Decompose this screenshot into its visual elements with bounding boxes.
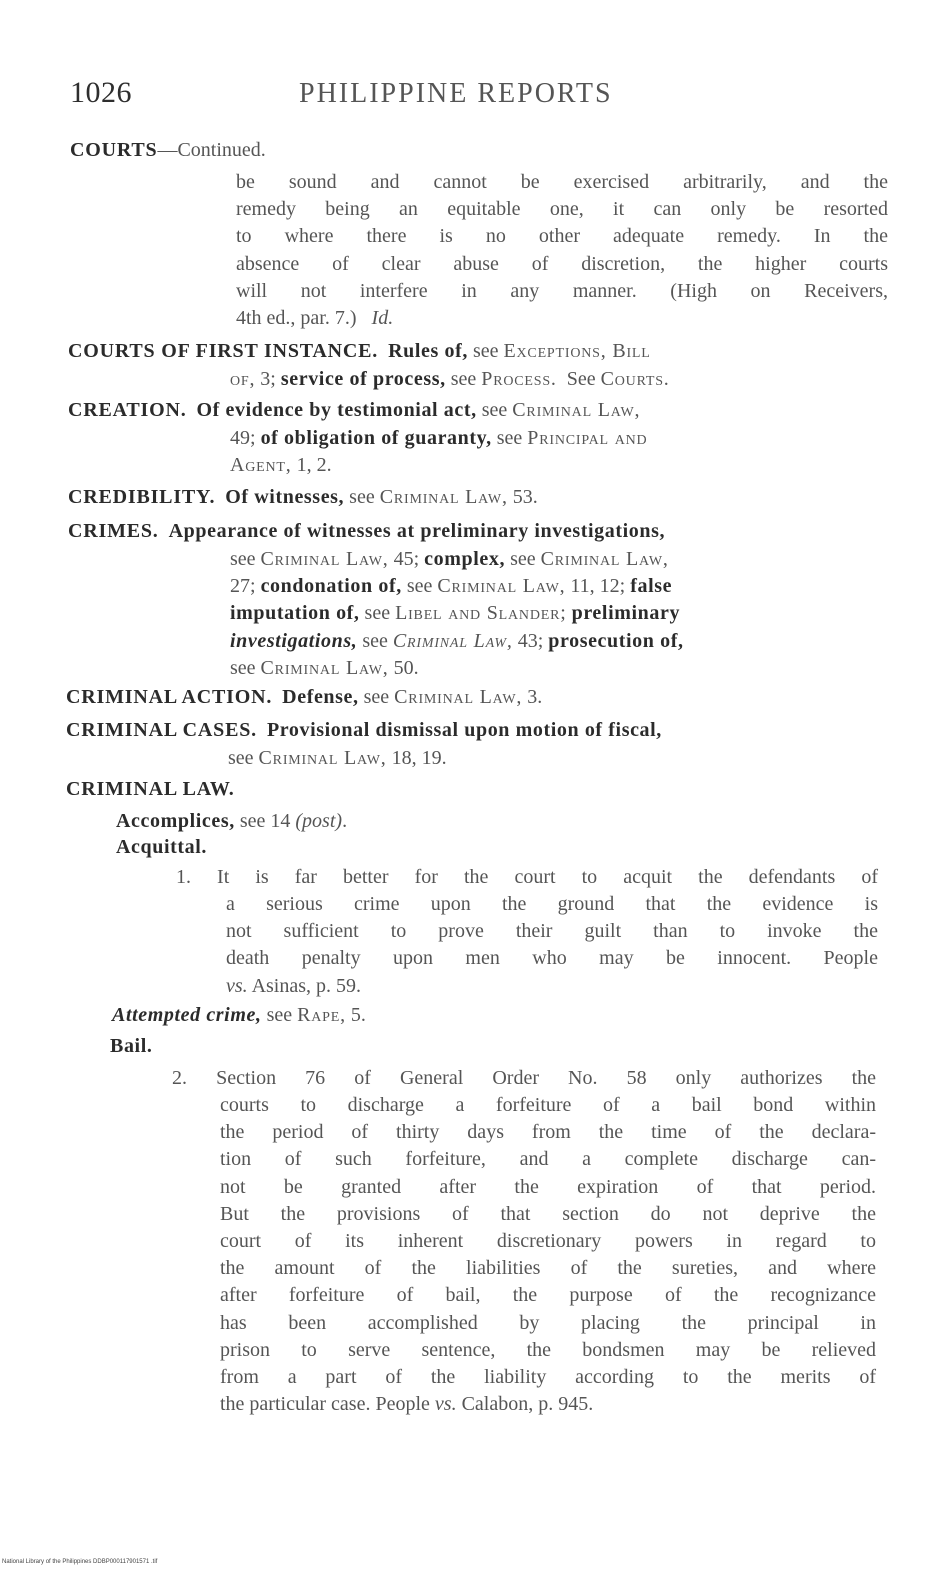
entry-line (230, 573, 890, 600)
entry-line (230, 628, 890, 655)
entry-line (68, 338, 888, 365)
entry-crimes (68, 518, 888, 545)
cross-reference: Criminal Law, (260, 548, 389, 570)
cross-reference: Criminal Law, (394, 686, 523, 708)
entry-creation (68, 397, 888, 424)
subentry-attempted-crime (112, 1002, 872, 1029)
subject-text: Of evidence by testimonial act, (196, 399, 477, 421)
entry-heading: CREATION. (68, 399, 187, 421)
entry-line (66, 684, 886, 711)
cross-reference: Libel and Slander; (395, 602, 567, 625)
text-line: be sound and cannot be exercised arbitrarily, and the (236, 171, 888, 193)
subject-text: service of process, (280, 368, 446, 390)
subentry-text: see 14 (239, 810, 291, 832)
entry-line (230, 366, 890, 393)
text-line: tion of such forfeiture, and a complete discharge can- (220, 1148, 876, 1171)
text-line (226, 973, 878, 1000)
ref-number: 3; (260, 368, 276, 390)
subject-text: prosecution of, (548, 629, 684, 652)
acquittal-paragraph (176, 864, 878, 891)
subject-text: complex, (424, 548, 506, 570)
citation-text: the particular case. People (220, 1393, 430, 1416)
entry-line (68, 397, 888, 424)
entry-heading: CRIMINAL LAW. (66, 778, 235, 800)
entry-line (230, 546, 890, 573)
entry-criminal-cases (66, 717, 886, 744)
continued-label: —Continued. (157, 139, 266, 161)
text-line: remedy being an equitable one, it can only be resorted (236, 198, 888, 221)
citation-text: 4th ed., par. 7.) (236, 307, 357, 330)
text-line: absence of clear abuse of discretion, the higher courts (236, 252, 888, 275)
entry-courts-continued (70, 137, 890, 164)
entry-line (68, 518, 888, 545)
entry-line (112, 1002, 872, 1029)
ref-number: 50. (393, 656, 419, 679)
ref-number: 53. (512, 486, 538, 508)
cross-reference: Process. (481, 368, 557, 390)
ref-number: 11, 12; (570, 575, 626, 598)
bail-paragraph-cont (220, 1092, 876, 1418)
text-line: death penalty upon men who may be innocent. People (226, 947, 878, 970)
text-line: from a part of the liability according to the merits of (220, 1366, 876, 1389)
crimes-cont (230, 546, 890, 682)
acquittal-paragraph-cont (226, 891, 878, 1000)
subentry-label: Accomplices, (116, 810, 235, 832)
entry-line (66, 717, 886, 744)
text-line: prison to serve sentence, the bondsmen may be relieved (220, 1338, 876, 1361)
text-line (236, 305, 888, 332)
text-line: But the provisions of that section do not deprive the (220, 1202, 876, 1225)
cross-reference: Criminal Law, (392, 629, 513, 652)
text-line: not sufficient to prove their guilt than to invoke the (226, 920, 878, 943)
cross-reference: Criminal Law, (437, 575, 566, 598)
case-citation: Calabon, p. 945. (461, 1393, 594, 1416)
subject-text: Appearance of witnesses at preliminary investigations, (168, 520, 666, 542)
cross-reference: Criminal Law, (379, 486, 508, 508)
text-line: will not interfere in any manner. (High on Receivers, (236, 279, 888, 302)
cross-reference: Criminal Law, (540, 548, 669, 570)
ref-number: 49; (230, 427, 256, 449)
ref-number: 5. (350, 1004, 366, 1026)
subject-text: Defense, (282, 686, 359, 708)
text-line: after forfeiture of bail, the purpose of the recognizance (220, 1284, 876, 1307)
subject-text: Provisional dismissal upon motion of fiscal, (266, 719, 662, 741)
see-word: see (496, 427, 523, 449)
ref-number: 43; (517, 629, 544, 652)
entry-line (116, 808, 876, 835)
subentry-bail-label (110, 1033, 870, 1060)
entry-heading: CRIMINAL ACTION. (66, 686, 273, 708)
subject-text: Rules of, (388, 340, 468, 362)
text-line: to where there is no other adequate remedy. In the (236, 225, 888, 248)
cross-reference: Criminal Law, (260, 656, 389, 679)
entry-line (68, 484, 888, 511)
cross-reference: Criminal Law, (258, 747, 387, 769)
subentry-acquittal-label (116, 834, 876, 861)
text-line: the amount of the liabilities of the sureties, and where (220, 1257, 876, 1280)
subject-text: preliminary (571, 602, 681, 625)
subject-text: Of witnesses, (225, 486, 345, 508)
cross-reference: Principal and (527, 427, 648, 449)
entry-heading: CRIMINAL CASES. (66, 719, 257, 741)
versus-abbrev: vs. (434, 1393, 457, 1416)
ref-number: 45; (393, 548, 420, 570)
text-line: 1. It is far better for the court to acquit the defendants of (176, 866, 878, 888)
subentry-accomplices (116, 808, 876, 835)
see-word: see (406, 575, 433, 598)
entry-line (230, 425, 890, 452)
subject-text: investigations, (230, 629, 358, 652)
text-line: courts to discharge a forfeiture of a bail bond within (220, 1094, 876, 1116)
see-word: see (510, 548, 536, 570)
text-line: a serious crime upon the ground that the evidence is (226, 893, 878, 915)
entry-line (228, 745, 888, 772)
cross-reference: Exceptions, Bill (503, 340, 651, 362)
entry-criminal-action (66, 684, 886, 711)
cross-reference: Courts. (600, 368, 670, 390)
see-word: see (266, 1004, 293, 1026)
subject-text: false (630, 575, 673, 598)
scan-credit: National Library of the Philippines DDBP000117901571 .tif (2, 1559, 158, 1565)
entry-line (230, 452, 890, 479)
page-number: 1026 (70, 76, 132, 109)
text-line (220, 1391, 876, 1418)
subentry-label: Attempted crime, (112, 1004, 262, 1026)
entry-line (230, 655, 890, 682)
subentry-post: (post) (295, 810, 343, 832)
entry-heading: CRIMES. (68, 520, 159, 542)
see-word: see (230, 548, 256, 570)
subject-text: condonation of, (260, 575, 402, 598)
text-line: 2. Section 76 of General Order No. 58 only authorizes the (172, 1067, 876, 1089)
versus-abbrev: vs. (226, 974, 248, 997)
entry-heading: COURTS (70, 139, 158, 161)
creation-cont (230, 425, 890, 479)
ref-number: 3. (527, 686, 543, 708)
text-line: has been accomplished by placing the principal in (220, 1311, 876, 1334)
cross-reference: of, (230, 368, 256, 390)
see-word: see (481, 399, 508, 421)
text-line: not be granted after the expiration of that period. (220, 1175, 876, 1198)
subentry-label: Acquittal. (116, 836, 207, 858)
see-word: see (364, 602, 391, 625)
ref-number: 27; (230, 575, 256, 598)
entry-heading: CREDIBILITY. (68, 486, 216, 508)
text-line: court of its inherent discretionary powers in regard to (220, 1230, 876, 1253)
cross-reference: Criminal Law, (512, 399, 641, 421)
courts-continued-body (236, 169, 888, 332)
page-header (70, 76, 670, 120)
see-word: see (363, 686, 390, 708)
see-word: see (450, 368, 477, 390)
entry-line (230, 600, 890, 627)
cross-reference: Agent, (230, 454, 292, 477)
see-word: See (566, 368, 596, 390)
subject-text: imputation of, (230, 602, 360, 625)
entry-courts-of-first-instance (68, 338, 888, 365)
text-line: the period of thirty days from the time of the declara- (220, 1121, 876, 1144)
running-title: PHILIPPINE REPORTS (299, 78, 613, 109)
see-word: see (362, 629, 388, 652)
see-word: see (230, 656, 256, 679)
criminal-cases-cont (228, 745, 888, 772)
courts-first-instance-cont (230, 366, 890, 393)
see-word: see (472, 340, 499, 362)
cross-reference: Rape, (297, 1004, 346, 1026)
see-word: see (228, 747, 254, 769)
entry-heading: COURTS OF FIRST INSTANCE. (68, 340, 379, 362)
entry-criminal-law (66, 776, 886, 803)
ref-number: 1, 2. (296, 454, 332, 477)
citation-ref: Id. (371, 307, 394, 330)
entry-heading-line (70, 137, 890, 164)
subentry-end: . (342, 810, 348, 832)
bail-paragraph (172, 1065, 876, 1092)
entry-credibility (68, 484, 888, 511)
case-citation: Asinas, p. 59. (251, 974, 362, 997)
see-word: see (349, 486, 375, 508)
subentry-label: Bail. (110, 1035, 153, 1057)
ref-number: 18, 19. (391, 747, 447, 769)
subject-text: of obligation of guaranty, (260, 427, 492, 449)
